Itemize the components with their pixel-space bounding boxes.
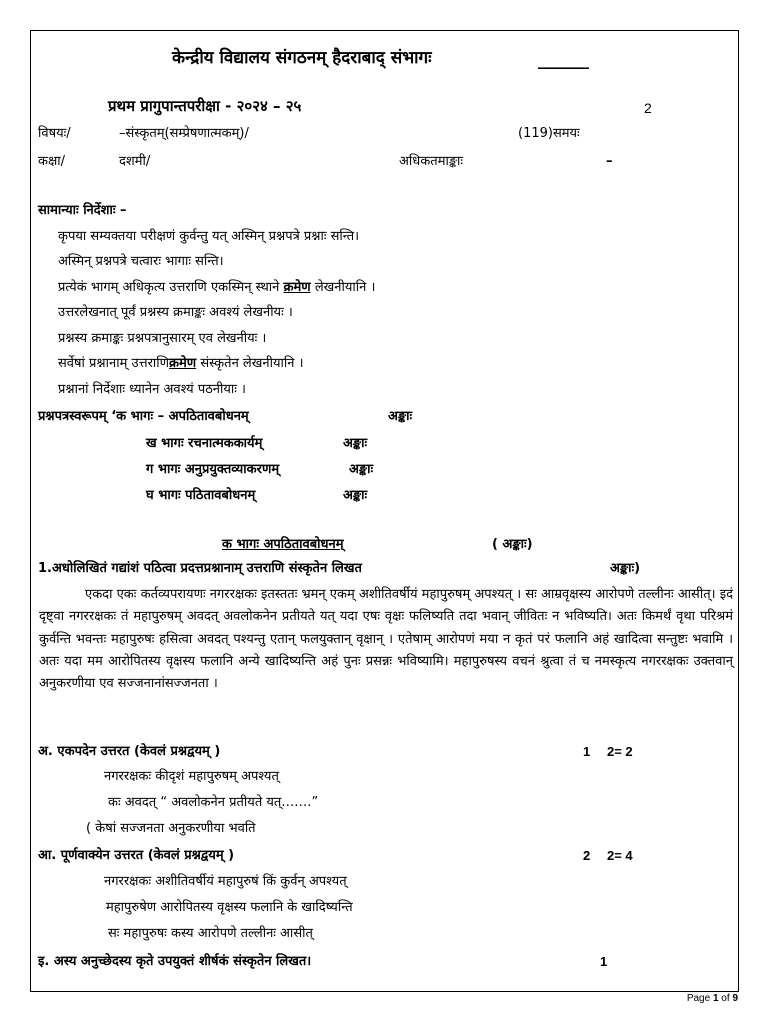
- question-aa-heading: आ. पूर्णवाक्येन उत्तरत (केवलं प्रश्नद्वयम् ): [38, 848, 235, 863]
- structure-marks: अङ्काः: [388, 409, 413, 424]
- question-aa-marks: 2: [583, 848, 591, 863]
- section-a-title: क भागः अपठितावबोधनम्: [222, 537, 344, 552]
- structure-label: प्रश्नपत्रस्वरूपम् ‘क भागः – अपठितावबोधनम्: [38, 409, 249, 424]
- instruction-line: सर्वेषां प्रश्नानाम् उत्तराणिक्रमेण संस्कृतेन लेखनीयानि ।: [58, 356, 304, 371]
- instructions-heading: सामान्याः निर्देशाः –: [38, 203, 127, 218]
- school-title: केन्द्रीय विद्यालय संगठनम् हैदराबाद् संभागः: [172, 48, 432, 68]
- instruction-line: प्रश्नानां निर्देशाः ध्यानेन अवश्यं पठनीयाः ।: [58, 382, 246, 397]
- question-a-marks: 1: [583, 744, 591, 759]
- exam-title: प्रथम प्रागुपान्तपरीक्षा - २०२४ – २५: [108, 97, 302, 115]
- structure-marks: अङ्काः: [349, 462, 374, 477]
- structure-part-gha: घ भागः पठितावबोधनम्: [146, 488, 256, 503]
- instruction-line: कृपया सम्यक्तया परीक्षणं कुर्वन्तु यत् अस्मिन् प्रश्नपत्रे प्रश्नाः सन्ति।: [58, 229, 360, 244]
- max-marks-label: अधिकतमाङ्काः: [399, 154, 464, 169]
- instruction-line: प्रश्नस्य क्रमाङ्कः प्रश्नपत्रानुसारम् एव लेखनीयः ।: [58, 331, 267, 346]
- subject-value: –संस्कृतम्(सम्प्रेषणात्मकम्)/: [119, 126, 249, 141]
- structure-marks: अङ्काः: [343, 436, 368, 451]
- emphasis-kramena: क्रमेण: [169, 356, 197, 371]
- max-marks-value: –: [606, 154, 613, 169]
- question-aa-total: 2= 4: [607, 848, 633, 863]
- structure-part-kha: ख भागः रचनात्मककार्यम्: [146, 436, 263, 451]
- section-a-marks: ( अङ्काः): [492, 537, 533, 552]
- question-i-marks: 1: [600, 954, 608, 969]
- question-a-item: ( केषां सज्जनता अनुकरणीया भवति: [86, 821, 256, 836]
- question-1-marks: अङ्काः): [610, 561, 641, 576]
- instruction-line: प्रत्येकं भागम् अधिकृत्य उत्तराणि एकस्मिन् स्थाने क्रमेण लेखनीयानि ।: [58, 280, 376, 295]
- unseen-passage: एकदा एकः कर्तव्यपरायणः नगररक्षकः इतस्ततः भ्रमन् एकम् अशीतिवर्षीयं महापुरुषम् अपश्यत् । सः आम्रवृक्षस्य आरोपणे तल्लीनः आसीत्। इदं दृष्ट्वा नगररक्षकः तं महापुरुषम् अवदत् अवलोकनेन प्रतीयते यत् यदा एषः वृक्षः फलिष्यति तदा भवान् जीवितः न भविष्यति। अतः किमर्थं वृथा परिश्रमं कुर्वन्ति भवन्तः महापुरुषः हसित्वा अवदत् पश्यन्तु एतान् फलयुक्तान् वृक्षान् । एतेषाम् आरोपणं मया न कृतं परं फलानि अहं खादित्वा सन्तुष्टः भवामि । अतः यदा मम आरोपितस्य वृक्षस्य फलानि अन्ये खादिष्यन्ति अहं पुनः प्रसन्नः भविष्यामि। महापुरुषस्य वचनं श्रुत्वा तं च नमस्कृत्य नगररक्षकः उक्तवान् अनुकरणीया एव सज्जनानांसज्जनता ।: [39, 587, 733, 692]
- question-i-heading: इ. अस्य अनुच्छेदस्य कृते उपयुक्तं शीर्षकं संस्कृतेन लिखत।: [38, 954, 312, 969]
- instruction-line: अस्मिन् प्रश्नपत्रे चत्वारः भागाः सन्ति।: [58, 254, 224, 269]
- question-a-item: नगररक्षकः कीदृशं महापुरुषम् अपश्यत्: [104, 769, 279, 784]
- question-aa-item: नगररक्षकः अशीतिवर्षीयं महापुरुषं किं कुर्वन् अपश्यत्: [104, 874, 347, 889]
- question-a-heading: अ. एकपदेन उत्तरत (केवलं प्रश्नद्वयम् ): [38, 744, 221, 759]
- set-number: 2: [644, 100, 652, 116]
- question-1: 1.अधोलिखितं गद्यांशं पठित्वा प्रदत्तप्रश्नानाम् उत्तराणि संस्कृतेन लिखत: [38, 561, 362, 576]
- emphasis-kramena: क्रमेण: [283, 280, 311, 295]
- region-blank: ______: [538, 50, 589, 70]
- structure-marks: अङ्काः: [343, 488, 368, 503]
- subject-label: विषयः/: [38, 126, 71, 141]
- structure-part-ga: ग भागः अनुप्रयुक्तव्याकरणम्: [146, 462, 280, 477]
- page-number: Page 1 of 9: [686, 993, 738, 1004]
- code-time: (119)समयः: [518, 126, 580, 141]
- class-label: कक्षा/: [38, 154, 66, 169]
- question-aa-item: सः महापुरुषः कस्य आरोपणे तल्लीनः आसीत्: [108, 926, 313, 941]
- question-a-total: 2= 2: [607, 744, 633, 759]
- question-a-item: कः अवदत् “ अवलोकनेन प्रतीयते यत्…….”: [108, 795, 319, 810]
- class-value: दशमी/: [119, 154, 151, 169]
- question-aa-item: महापुरुषेण आरोपितस्य वृक्षस्य फलानि के खादिष्यन्ति: [106, 900, 353, 915]
- instruction-line: उत्तरलेखनात् पूर्वं प्रश्नस्य क्रमाङ्कः अवश्यं लेखनीयः ।: [58, 305, 293, 320]
